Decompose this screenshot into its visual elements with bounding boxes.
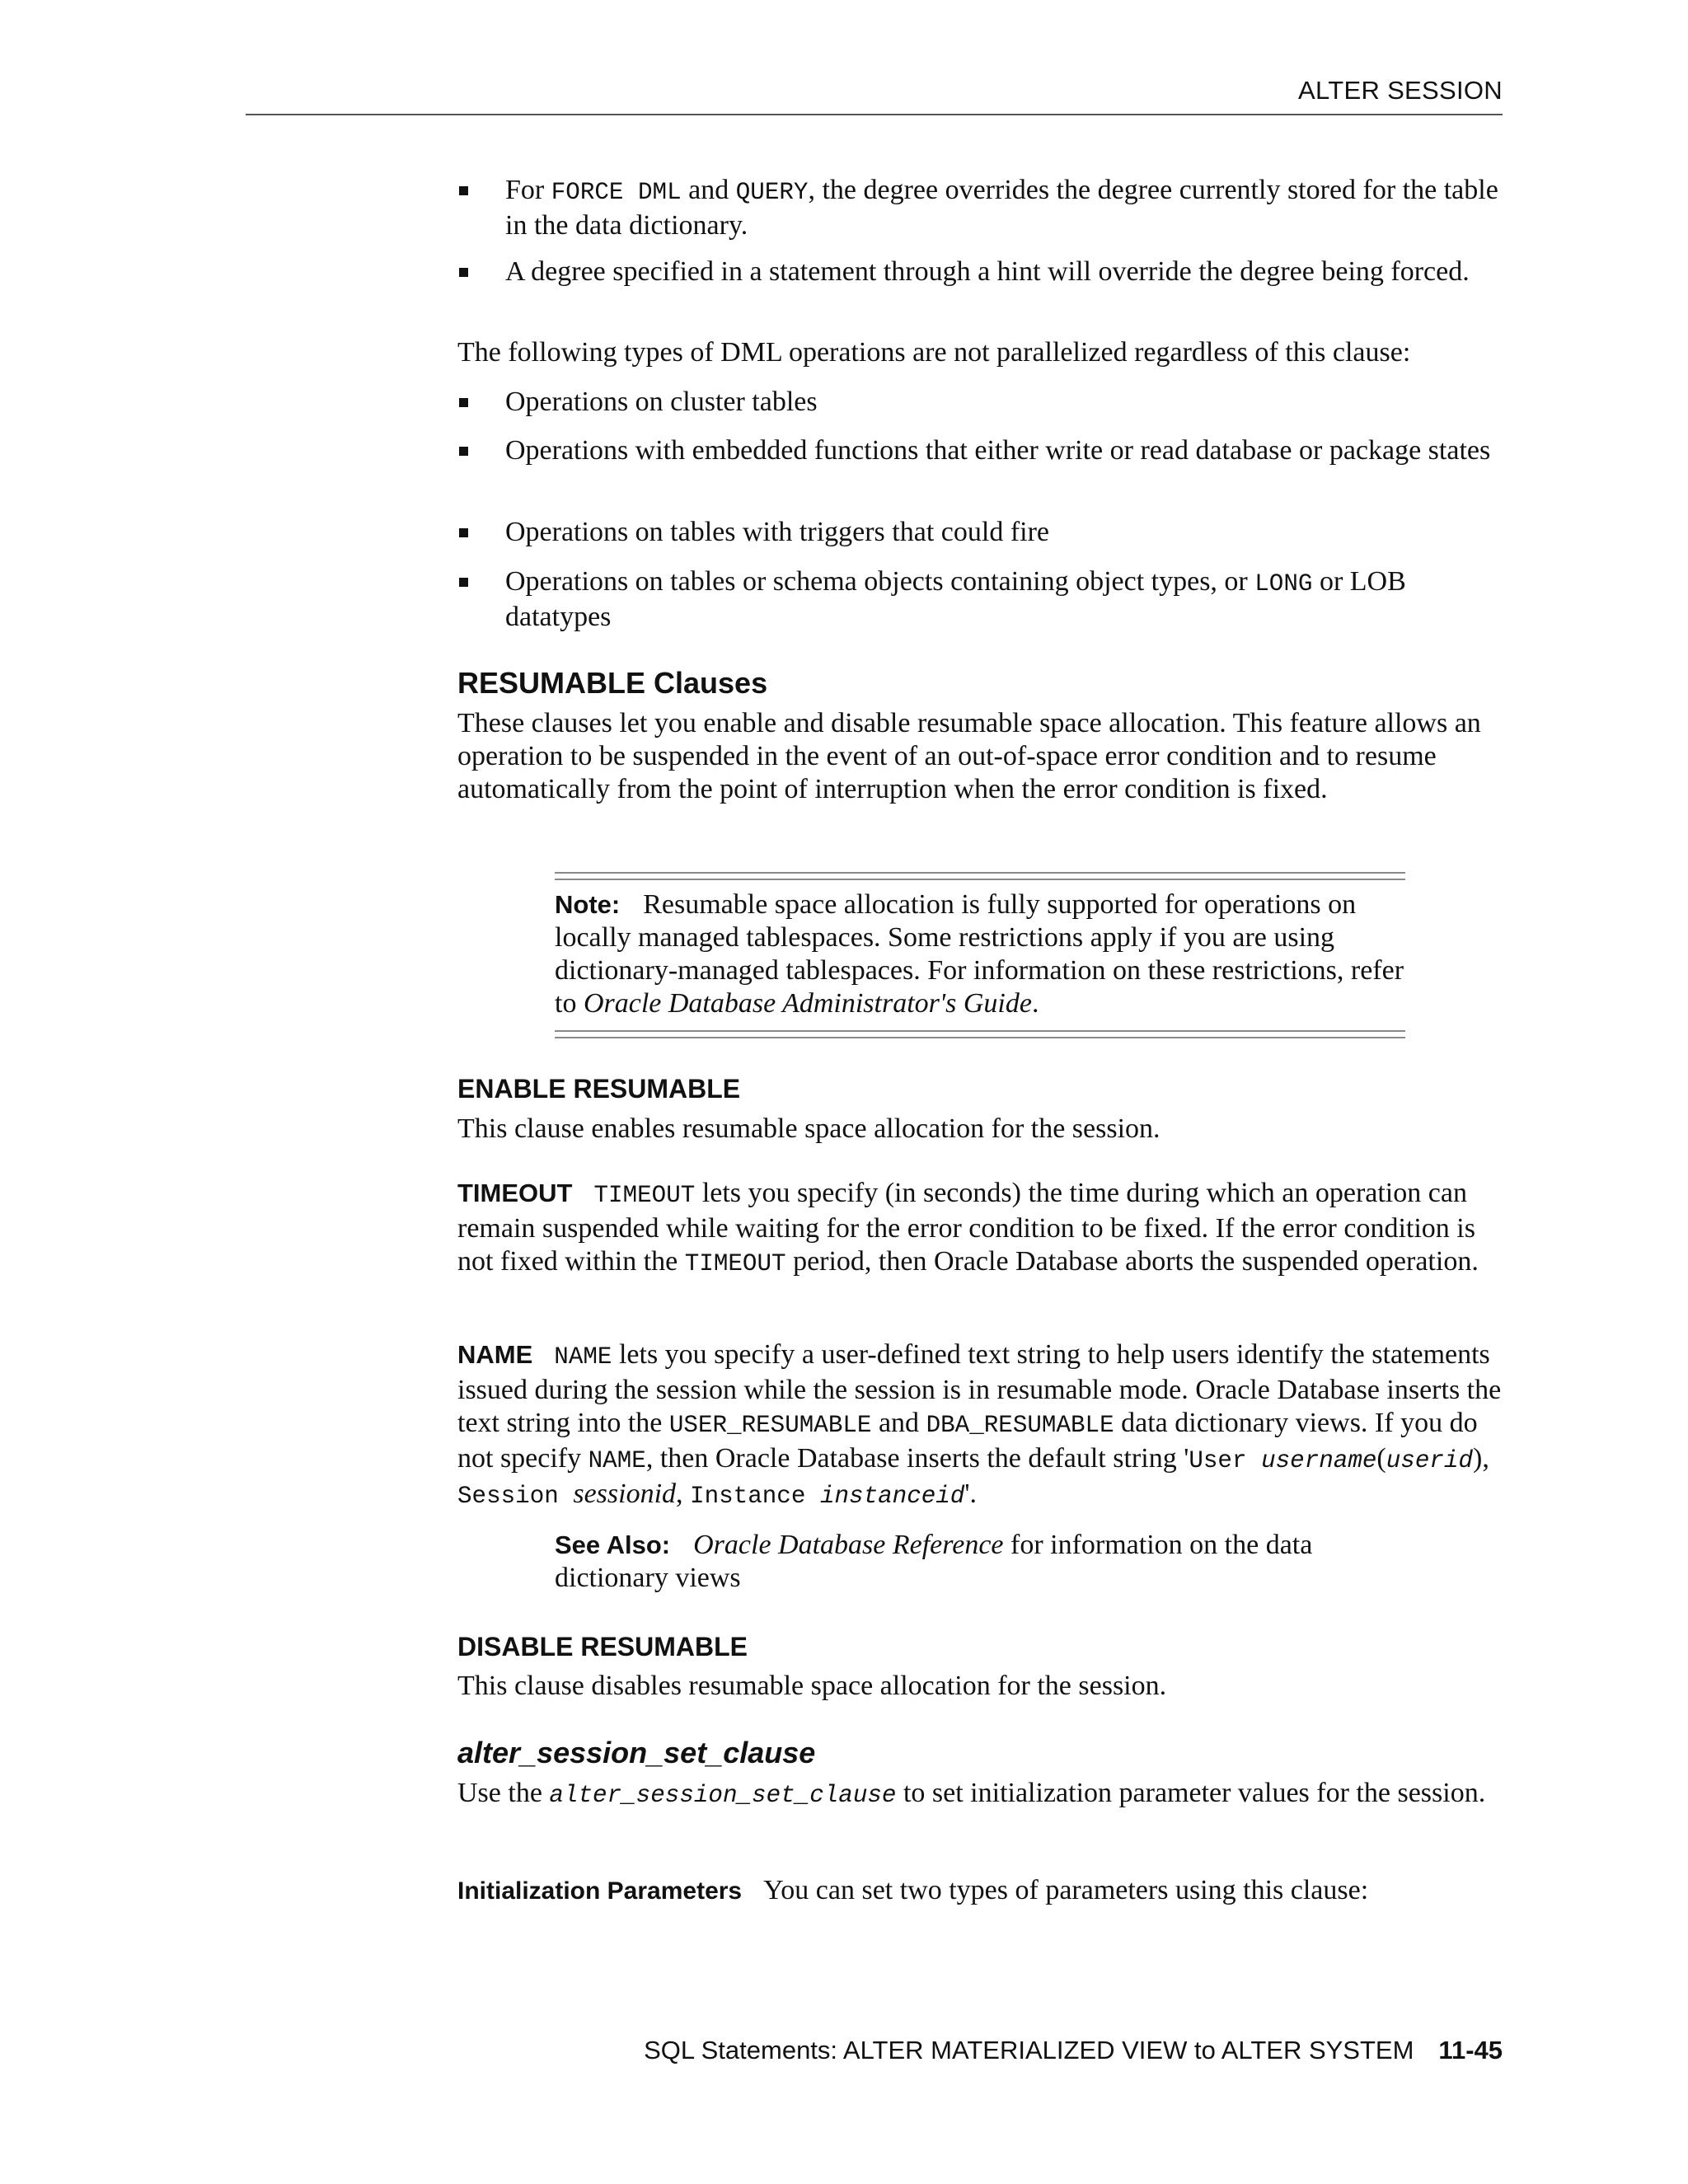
text: period, then Oracle Database aborts the suspended operation. <box>785 1246 1479 1277</box>
bullet-triggers <box>457 516 1503 549</box>
bullet-square-icon <box>459 578 468 587</box>
see-also <box>555 1529 1379 1595</box>
code: NAME <box>588 1447 646 1474</box>
note-box <box>555 888 1405 1020</box>
text: Operations on cluster tables <box>505 387 818 417</box>
footer-title: SQL Statements: ALTER MATERIALIZED VIEW to ALTER SYSTEM <box>644 2036 1414 2064</box>
code-variable: instanceid <box>819 1483 965 1510</box>
code: DBA_RESUMABLE <box>926 1412 1114 1439</box>
note-text: Resumable space allocation is fully supported for operations on locally managed tablespaces. Some restrictions apply if you are using dictionary-managed tablespaces. For information on these restrictions, refer to <box>555 889 1404 1019</box>
text: Operations on tables with triggers that could fire <box>505 517 1049 547</box>
page-number: 11-45 <box>1438 2036 1503 2064</box>
bullet-square-icon <box>459 398 468 407</box>
header-rule <box>246 114 1503 115</box>
code: NAME <box>554 1343 612 1371</box>
note-rule-bottom <box>555 1030 1405 1038</box>
code: QUERY <box>735 179 809 206</box>
name-paragraph <box>457 1338 1503 1513</box>
text: , then Oracle Database inserts the default string ' <box>645 1443 1189 1474</box>
text: '. <box>964 1479 978 1509</box>
bullet-square-icon <box>459 268 468 277</box>
text: Use the <box>457 1778 550 1808</box>
code: User <box>1189 1447 1262 1474</box>
code: LONG <box>1254 570 1313 598</box>
bullet-hint-degree <box>457 255 1503 288</box>
text: . <box>1031 988 1039 1019</box>
bullet-object-types <box>457 565 1503 634</box>
code: FORCE DML <box>551 179 682 206</box>
heading-enable-resumable: ENABLE RESUMABLE <box>457 1074 741 1104</box>
text: You can set two types of parameters using this clause: <box>763 1875 1369 1905</box>
runin-label: NAME <box>457 1340 533 1369</box>
page-footer <box>246 2036 1503 2065</box>
bullet-embedded-functions <box>457 434 1503 467</box>
variable: sessionid <box>573 1479 677 1509</box>
text: lets you specify (in seconds) the time during which an operation can remain suspended while waiting for the error condition to be fixed. If the error condition is not fixed within the <box>457 1178 1475 1277</box>
runin-label: Initialization Parameters <box>457 1877 743 1905</box>
note-rule-top <box>555 872 1405 880</box>
text: to set initialization parameter values for the session. <box>896 1778 1486 1808</box>
bullet-square-icon <box>459 528 468 537</box>
text: , the degree overrides the degree currently stored for the table in the data dictionary. <box>505 175 1498 241</box>
timeout-paragraph <box>457 1177 1503 1281</box>
bullet-square-icon <box>459 186 468 195</box>
heading-resumable-clauses: RESUMABLE Clauses <box>457 666 768 700</box>
text: or LOB datatypes <box>505 566 1406 632</box>
text: For <box>505 175 551 205</box>
text: and <box>681 175 736 205</box>
text: for information on the data dictionary views <box>555 1530 1313 1593</box>
text: Operations on tables or schema objects containing object types, or <box>505 566 1255 597</box>
heading-set-clause: alter_session_set_clause <box>457 1736 816 1769</box>
bullet-force-dml <box>457 174 1503 242</box>
see-also-label: See Also: <box>555 1530 671 1559</box>
code: Instance <box>690 1483 820 1510</box>
text: , <box>676 1479 691 1509</box>
code-variable: userid <box>1386 1447 1474 1474</box>
resumable-body: These clauses let you enable and disable resumable space allocation. This feature allows an operation to be suspended in the event of an out-of-space error condition and to resume automatically from the point of interruption when the error condition is fixed. <box>457 708 1481 804</box>
bullet-square-icon <box>459 447 468 456</box>
text: A degree specified in a statement through a hint will override the degree being forced. <box>505 256 1470 287</box>
code-variable: alter_session_set_clause <box>549 1782 897 1809</box>
text: and <box>871 1408 926 1438</box>
init-params-paragraph <box>457 1874 1503 1908</box>
text: ( <box>1376 1443 1386 1474</box>
set-clause-body <box>457 1777 1503 1812</box>
not-parallel-intro: The following types of DML operations are not parallelized regardless of this clause: <box>457 337 1411 368</box>
enable-body: This clause enables resumable space allocation for the session. <box>457 1113 1160 1144</box>
code: TIMEOUT <box>593 1182 696 1209</box>
code-variable: username <box>1261 1447 1377 1474</box>
text: Operations with embedded functions that either write or read database or package states <box>505 435 1491 466</box>
note-reference: Oracle Database Administrator's Guide <box>583 988 1032 1019</box>
running-header: ALTER SESSION <box>1298 76 1503 105</box>
code: USER_RESUMABLE <box>668 1412 872 1439</box>
disable-body: This clause disables resumable space allocation for the session. <box>457 1671 1167 1701</box>
code: TIMEOUT <box>684 1250 786 1277</box>
note-label: Note: <box>555 890 621 919</box>
code: Session <box>457 1483 574 1510</box>
bullet-cluster-tables <box>457 386 1503 419</box>
text: ), <box>1473 1443 1489 1474</box>
see-also-reference: Oracle Database Reference <box>693 1530 1004 1560</box>
heading-disable-resumable: DISABLE RESUMABLE <box>457 1632 748 1661</box>
runin-label: TIMEOUT <box>457 1179 573 1207</box>
text: data dictionary views. If you do not specify <box>457 1408 1478 1474</box>
text: lets you specify a user-defined text string to help users identify the statements issued during the session while the session is in resumable mode. Oracle Database inserts the text string into the <box>457 1339 1502 1438</box>
